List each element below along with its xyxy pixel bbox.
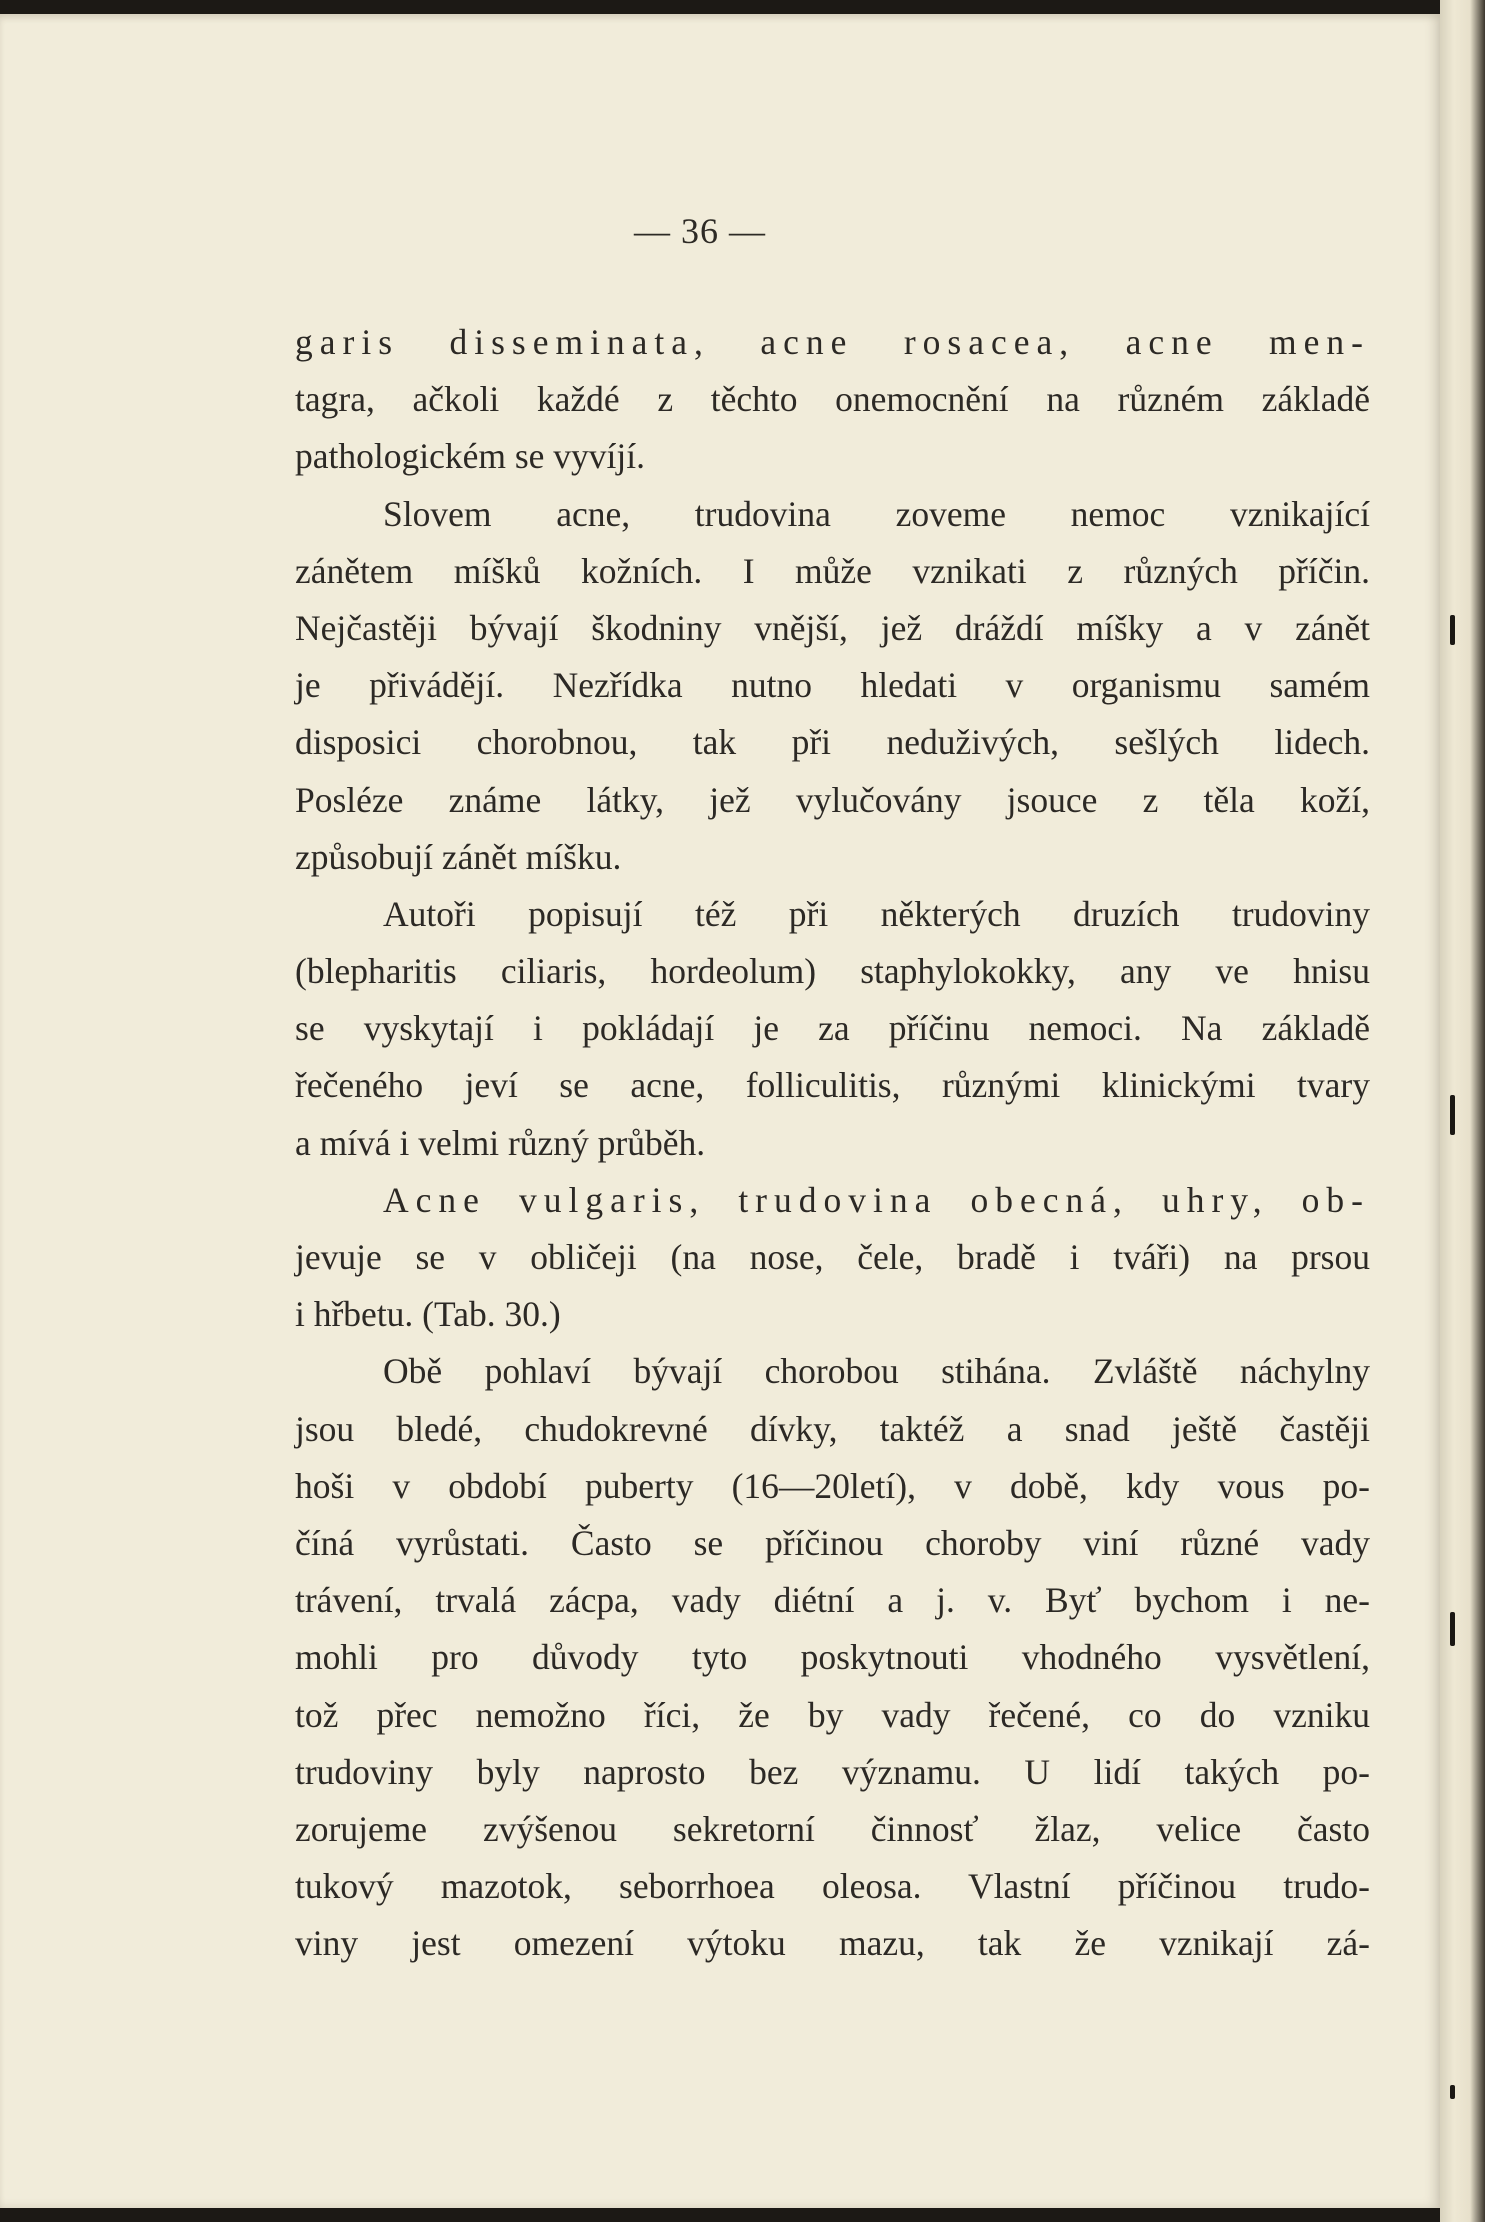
edge-mark [1450, 1612, 1455, 1646]
text-line: Acne vulgaris, trudovina obecná, uhry, ob- [383, 1179, 1370, 1220]
text-line: se vyskytají i pokládají je za příčinu nemoci. Na základě [295, 1008, 1370, 1049]
text-line: trávení, trvalá zácpa, vady diétní a j. v. Byť bychom i ne- [295, 1580, 1370, 1621]
edge-mark [1450, 1095, 1455, 1135]
body-text [295, 314, 1370, 1972]
text-line: tož přec nemožno říci, že by vady řečené, co do vzniku [295, 1694, 1370, 1735]
text-line: řečeného jeví se acne, folliculitis, různými klinickými tvary [295, 1065, 1370, 1106]
text-line: a mívá i velmi různý průběh. [295, 1122, 706, 1163]
text-line: je přivádějí. Nezřídka nutno hledati v organismu samém [295, 665, 1370, 706]
text-line: trudoviny byly naprosto bez významu. U lidí takých po- [295, 1751, 1370, 1792]
page-number: — 36 — [634, 211, 766, 251]
text-line: garis disseminata, acne rosacea, acne men- [295, 322, 1370, 362]
text-line: (blepharitis ciliaris, hordeolum) staphylokokky, any ve hnisu [295, 951, 1370, 992]
text-line: zánětem míšků kožních. I může vznikati z různých příčin. [295, 550, 1370, 591]
text-line: i hřbetu. (Tab. 30.) [295, 1294, 561, 1335]
text-line: jevuje se v obličeji (na nose, čele, bradě i tváři) na prsou [295, 1237, 1370, 1277]
book-page [0, 14, 1440, 2208]
text-line: mohli pro důvody tyto poskytnouti vhodného vysvětlení, [295, 1637, 1370, 1678]
text-line: Obě pohlaví bývají chorobou stihána. Zvláště náchylny [383, 1351, 1370, 1392]
text-line: disposici chorobnou, tak při neduživých, sešlých lidech. [295, 722, 1370, 763]
edge-mark [1450, 2085, 1455, 2099]
text-line: Autoři popisují též při některých druzích trudoviny [383, 893, 1370, 934]
edge-mark [1450, 615, 1455, 645]
text-line: Slovem acne, trudovina zoveme nemoc vznikající [383, 493, 1370, 534]
text-line: způsobují zánět míšku. [295, 836, 622, 877]
text-line: pathologickém se vyvíjí. [295, 436, 646, 477]
text-line: viny jest omezení výtoku mazu, tak že vznikají zá- [295, 1923, 1370, 1964]
text-line: tukový mazotok, seborrhoea oleosa. Vlastní příčinou trudo- [295, 1866, 1370, 1907]
text-line: Nejčastěji bývají škodniny vnější, jež dráždí míšky a v zánět [295, 607, 1370, 648]
text-line: tagra, ačkoli každé z těchto onemocnění na různém základě [295, 379, 1370, 420]
text-line: zorujeme zvýšenou sekretorní činnosť žlaz, velice často [295, 1808, 1370, 1849]
text-line: jsou bledé, chudokrevné dívky, taktéž a snad ještě častěji [295, 1408, 1370, 1449]
page-edge [1440, 0, 1485, 2222]
text-line: Posléze známe látky, jež vylučovány jsouce z těla koží, [295, 779, 1370, 820]
text-line: hoši v období puberty (16—20letí), v době, kdy vous po- [295, 1465, 1370, 1506]
text-line: číná vyrůstati. Často se příčinou choroby viní různé vady [295, 1522, 1370, 1563]
